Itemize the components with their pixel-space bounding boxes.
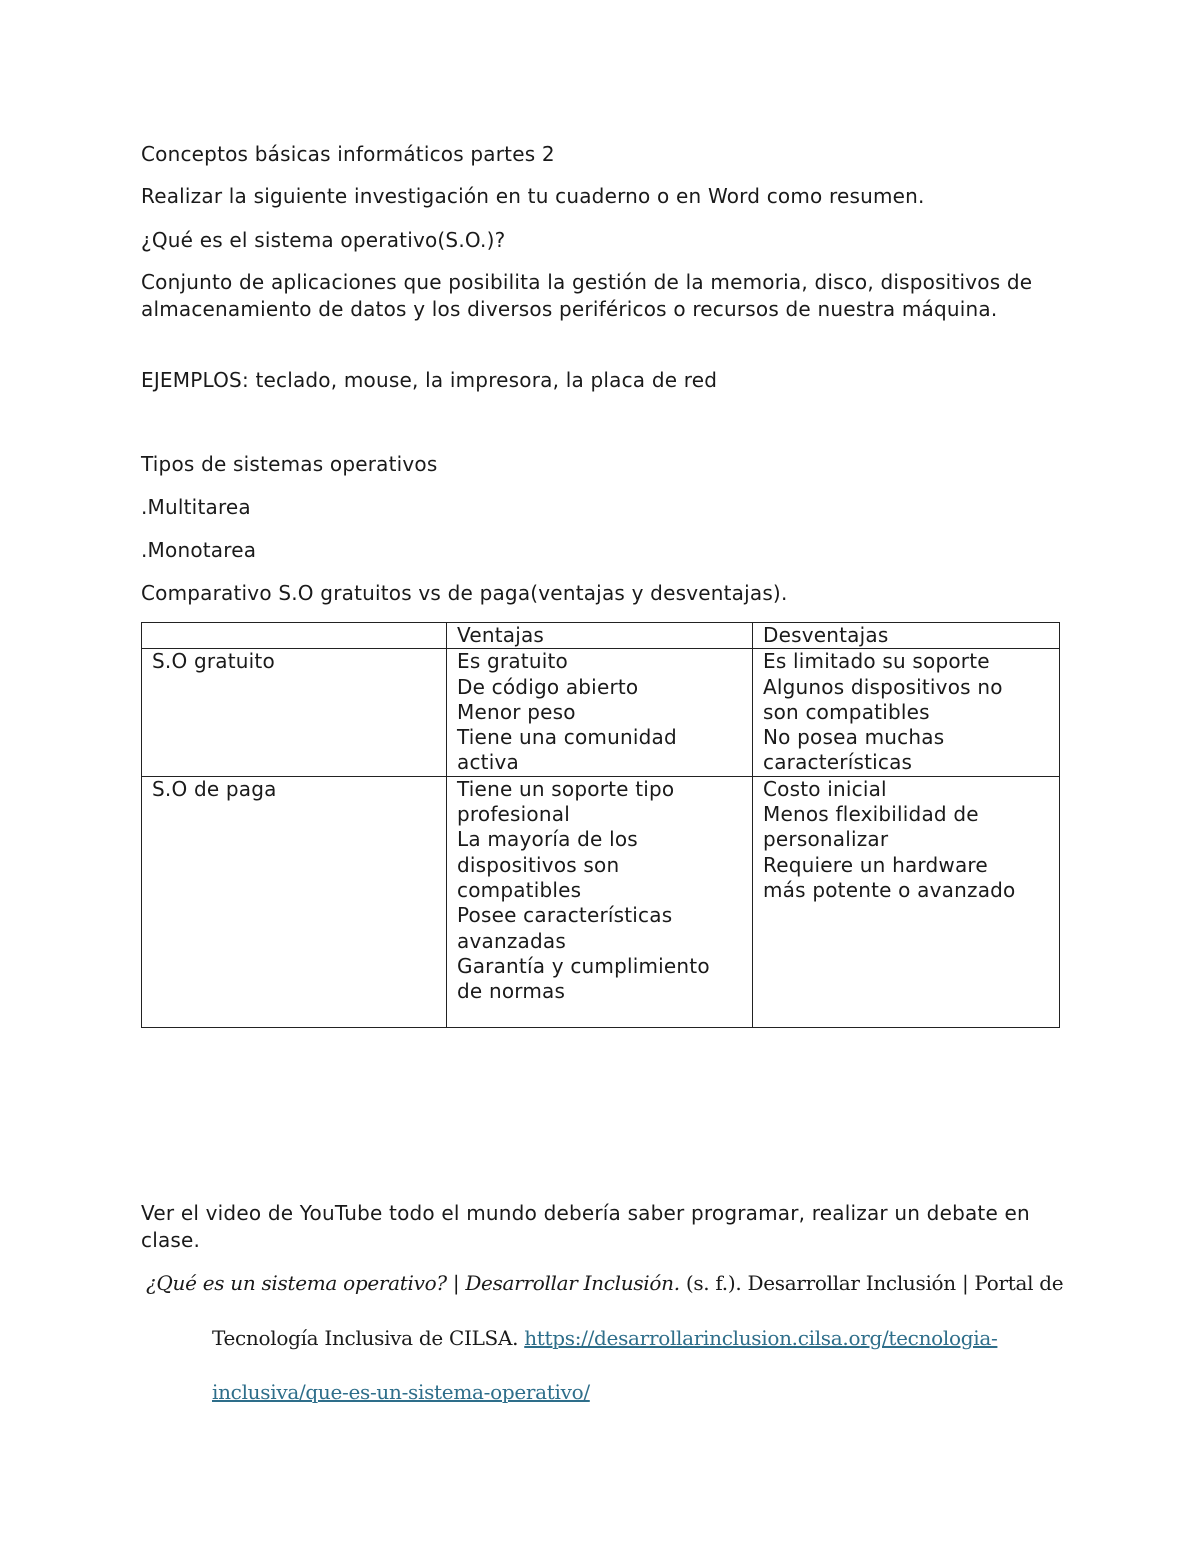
type-monotarea: .Monotarea [141, 538, 257, 562]
cell-line: La mayoría de los [457, 827, 638, 852]
video-task-paragraph: Ver el video de YouTube todo el mundo debería saber programar, realizar un debate en clase. [141, 1201, 1030, 1252]
cell-line: Menos flexibilidad de [763, 802, 979, 827]
reference-link-continued[interactable]: inclusiva/que-es-un-sistema-operativo/ [212, 1380, 590, 1404]
cell-line: Es limitado su soporte [763, 649, 990, 674]
definition-paragraph: Conjunto de aplicaciones que posibilita la gestión de la memoria, disco, dispositivos de almacenamiento de datos y los diversos periféricos o recursos de nuestra máquina. [141, 270, 1033, 321]
reference-line-3 [212, 1379, 590, 1406]
reference-title: ¿Qué es un sistema operativo? | Desarrollar Inclusión. [146, 1271, 680, 1295]
cell-line: personalizar [763, 827, 889, 852]
cell-line: de normas [457, 979, 566, 1004]
reference-date: (s. f.). Desarrollar Inclusión | Portal de [679, 1271, 1064, 1295]
comparison-heading: Comparativo S.O gratuitos vs de paga(ventajas y desventajas). [141, 581, 788, 605]
cell-line: Requiere un hardware [763, 852, 988, 877]
row-label: S.O gratuito [142, 649, 447, 776]
cell-line: dispositivos son [457, 852, 620, 877]
cell-line: activa [457, 750, 519, 775]
cell-line: compatibles [457, 877, 582, 902]
table-row [142, 776, 1060, 1027]
comparison-table [141, 622, 1060, 1028]
ventajas-cell [447, 776, 753, 1027]
table-header-cell: Ventajas [447, 623, 753, 649]
table-header-cell [142, 623, 447, 649]
desventajas-cell [753, 649, 1060, 776]
cell-line: Costo inicial [763, 776, 887, 801]
table-header-row [142, 623, 1060, 649]
instruction-text: Realizar la siguiente investigación en tu cuaderno o en Word como resumen. [141, 184, 925, 208]
document-title: Conceptos básicas informáticos partes 2 [141, 142, 555, 166]
table-header-cell: Desventajas [753, 623, 1060, 649]
desventajas-cell [753, 776, 1060, 1027]
cell-line: No posea muchas [763, 725, 945, 750]
cell-line: Es gratuito [457, 649, 568, 674]
cell-line: Algunos dispositivos no [763, 674, 1003, 699]
reference-link[interactable]: https://desarrollarinclusion.cilsa.org/tecnologia- [524, 1326, 998, 1350]
cell-line: son compatibles [763, 699, 930, 724]
reference-publisher: Tecnología Inclusiva de CILSA. [212, 1326, 525, 1350]
cell-line: Tiene un soporte tipo [457, 776, 675, 801]
question-text: ¿Qué es el sistema operativo(S.O.)? [141, 228, 506, 252]
cell-line: Menor peso [457, 699, 576, 724]
types-heading: Tipos de sistemas operativos [141, 452, 438, 476]
reference-line-2 [212, 1325, 997, 1352]
cell-line: Tiene una comunidad [457, 725, 677, 750]
reference-line-1 [146, 1270, 1063, 1297]
cell-line: más potente o avanzado [763, 877, 1016, 902]
cell-line: avanzadas [457, 928, 566, 953]
cell-line: De código abierto [457, 674, 639, 699]
examples-text: EJEMPLOS: teclado, mouse, la impresora, la placa de red [141, 368, 718, 392]
row-label: S.O de paga [142, 776, 447, 1027]
table-row [142, 649, 1060, 776]
cell-line: Garantía y cumplimiento [457, 953, 710, 978]
cell-line: características [763, 750, 913, 775]
cell-line: Posee características [457, 903, 673, 928]
cell-line: profesional [457, 802, 570, 827]
ventajas-cell [447, 649, 753, 776]
type-multitarea: .Multitarea [141, 495, 251, 519]
